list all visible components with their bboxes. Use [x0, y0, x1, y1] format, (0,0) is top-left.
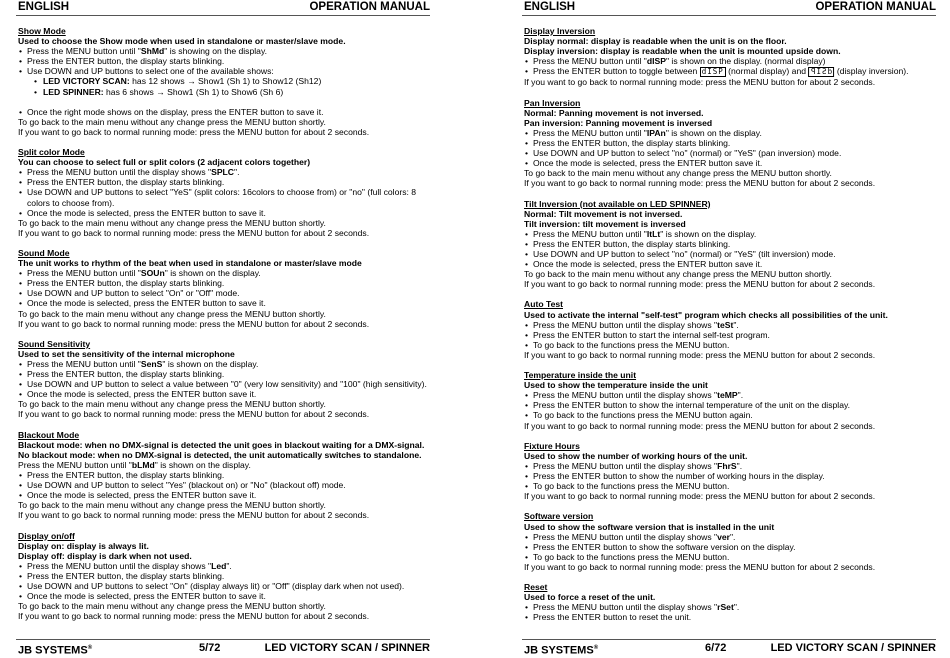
section-lead: Normal: Tilt movement is not inversed.	[524, 208, 683, 219]
section-lead: No blackout mode: when no DMX-signal is detected, the unit automatically switches to standalone.	[18, 449, 422, 460]
footer-product: LED VICTORY SCAN / SPINNER	[264, 642, 430, 654]
section-lead: Display inversion: display is readable when the unit is mounted upside down.	[524, 46, 841, 57]
paragraph: If you want to go back to normal running mode: press the MENU button for about 2 seconds.	[524, 491, 876, 502]
list-item: • Press the ENTER button to show the internal temperature of the unit on the display.	[524, 400, 936, 410]
paragraph: If you want to go back to normal running mode: press the MENU button for about 2 seconds.	[18, 409, 370, 420]
list-item: • Press the MENU button until "IPAn" is shown on the display.	[524, 128, 936, 138]
paragraph: If you want to go back to normal running mode: press the MENU button for about 2 seconds.	[18, 611, 370, 622]
page-number: 5/72	[199, 642, 221, 654]
instruction-list	[524, 532, 936, 562]
list-item: • Press the ENTER button, the display starts blinking.	[18, 571, 430, 581]
list-item: • To go back to the functions press the MENU button.	[524, 552, 936, 562]
list-item: • Once the mode is selected, press the ENTER button save it.	[524, 259, 936, 269]
section-blackout-mode	[18, 430, 430, 521]
list-item: • Press the MENU button until the display shows "ver".	[524, 532, 936, 542]
page-footer	[16, 639, 430, 655]
instruction-list	[18, 561, 430, 601]
paragraph: If you want to go back to normal running mode: press the MENU button for about 2 seconds.	[18, 227, 370, 238]
lcd-inverted-icon: dSIP	[810, 67, 833, 77]
list-item: • Press the ENTER button, the display starts blinking.	[524, 138, 936, 148]
section-lead: Used to show the temperature inside the unit	[524, 380, 708, 391]
sub-list-item: • LED VICTORY SCAN: has 12 shows → Show1 (Sh 1) to Show12 (Sh12)	[18, 76, 430, 86]
paragraph: If you want to go back to normal running mode: press the MENU button for about 2 seconds.	[18, 126, 370, 137]
list-item: • Use DOWN and UP button to select "On" or "Off" mode.	[18, 288, 430, 298]
section-title: Tilt Inversion (not available on LED SPINNER)	[524, 198, 711, 209]
list-item: • Press the MENU button until "ShMd" is showing on the display.	[18, 46, 430, 56]
list-item: • Use DOWN and UP button to select a value between "0" (very low sensitivity) and "100" (high sensitivity).	[18, 379, 430, 389]
instruction-list	[18, 167, 430, 217]
list-item: • Press the ENTER button, the display starts blinking.	[18, 56, 430, 66]
section-pan-inversion	[524, 98, 936, 189]
paragraph: Press the MENU button until "bLMd" is shown on the display.	[18, 459, 251, 470]
page-left	[16, 0, 430, 657]
paragraph: To go back to the main menu without any change press the MENU button shortly.	[18, 399, 326, 410]
list-item: • Press the ENTER button to reset the unit.	[524, 612, 936, 622]
list-item: • Press the MENU button until the display shows "teSt".	[524, 320, 936, 330]
list-item: • Press the ENTER button, the display starts blinking.	[18, 177, 430, 187]
section-lead: Normal: Panning movement is not inversed.	[524, 107, 704, 118]
section-software-version	[524, 511, 936, 572]
footer-brand: JB SYSTEMS®	[18, 644, 93, 657]
list-item: • Use DOWN and UP button to select "Yes" (blackout on) or "No" (blackout off) mode.	[18, 480, 430, 490]
paragraph: To go back to the main menu without any change press the MENU button shortly.	[18, 601, 326, 612]
section-reset	[524, 582, 936, 622]
section-lead: Display normal: display is readable when the unit is on the floor.	[524, 36, 787, 47]
header-language: ENGLISH	[524, 1, 576, 13]
header-title: OPERATION MANUAL	[815, 1, 936, 13]
header-language: ENGLISH	[18, 1, 70, 13]
instruction-list	[18, 46, 430, 117]
list-item: • Once the mode is selected, press the ENTER button save it.	[18, 490, 430, 500]
instruction-list	[18, 470, 430, 500]
page-body	[18, 26, 430, 632]
section-title: Display on/off	[18, 530, 75, 541]
list-item: • To go back to the functions press the MENU button.	[524, 481, 936, 491]
section-lead: Used to set the sensitivity of the internal microphone	[18, 348, 235, 359]
section-lead: Display off: display is dark when not used.	[18, 550, 192, 561]
paragraph: To go back to the main menu without any change press the MENU button shortly.	[524, 168, 832, 179]
list-item: • Press the ENTER button to start the internal self-test program.	[524, 330, 936, 340]
section-lead: Used to show the number of working hours of the unit.	[524, 450, 748, 461]
instruction-list	[18, 359, 430, 399]
lcd-normal-icon: dISP	[701, 67, 724, 77]
section-split-color	[18, 147, 430, 238]
list-item: • Press the ENTER button to show the number of working hours in the display.	[524, 471, 936, 481]
section-title: Temperature inside the unit	[524, 370, 637, 381]
instruction-list	[18, 268, 430, 308]
list-item: • Once the right mode shows on the display, press the ENTER button to save it.	[18, 107, 430, 117]
section-title: Show Mode	[18, 26, 66, 36]
section-lead: Used to force a reset of the unit.	[524, 592, 656, 603]
footer-brand: JB SYSTEMS®	[524, 644, 599, 657]
paragraph: To go back to the main menu without any change press the MENU button shortly.	[18, 308, 326, 319]
section-lead: You can choose to select full or split colors (2 adjacent colors together)	[18, 157, 311, 168]
section-sound-mode	[18, 248, 430, 329]
paragraph: If you want to go back to normal running mode: press the MENU button for about 2 seconds.	[524, 561, 876, 572]
list-item: • To go back to the functions press the MENU button again.	[524, 410, 936, 420]
page-header	[522, 0, 936, 16]
section-lead: Used to activate the internal "self-test" program which checks all possibilities of the unit.	[524, 309, 888, 320]
section-fixture-hours	[524, 441, 936, 502]
list-item: • Press the MENU button until the display shows "Led".	[18, 561, 430, 571]
page-number: 6/72	[705, 642, 727, 654]
list-item: • Press the MENU button until "SOUn" is shown on the display.	[18, 268, 430, 278]
section-temperature	[524, 370, 936, 431]
list-item: • Use DOWN and UP button to select "no" (normal) or "YeS" (pan inversion) mode.	[524, 148, 936, 158]
instruction-list	[524, 128, 936, 168]
list-item: • Press the ENTER button, the display starts blinking.	[18, 470, 430, 480]
section-title: Split color Mode	[18, 147, 85, 158]
instruction-list	[524, 320, 936, 350]
list-item: • Once the mode is selected, press the ENTER button save it.	[524, 158, 936, 168]
list-item: • Press the MENU button until the display shows "teMP".	[524, 390, 936, 400]
spacer	[18, 97, 430, 107]
section-title: Auto Test	[524, 299, 563, 310]
page-right	[522, 0, 936, 657]
paragraph: If you want to go back to normal running mode: press the MENU button for about 2 seconds.	[18, 510, 370, 521]
instruction-list	[524, 390, 936, 420]
list-item: • Use DOWN and UP button to select "no" (normal) or "YeS" (tilt inversion) mode.	[524, 249, 936, 259]
paragraph: If you want to go back to normal running mode: press the MENU button for about 2 seconds.	[18, 318, 370, 329]
paragraph: To go back to the main menu without any change press the MENU button shortly.	[18, 116, 326, 127]
instruction-list	[524, 602, 936, 622]
paragraph: To go back to the main menu without any change press the MENU button shortly.	[18, 217, 326, 228]
section-lead: Blackout mode: when no DMX-signal is detected the unit goes in blackout waiting for a DMX-signal.	[18, 439, 425, 450]
sub-list-item: • LED SPINNER: has 6 shows → Show1 (Sh 1) to Show6 (Sh 6)	[18, 87, 430, 97]
footer-product: LED VICTORY SCAN / SPINNER	[770, 642, 936, 654]
section-tilt-inversion	[524, 199, 936, 290]
section-title: Reset	[524, 582, 548, 593]
section-title: Sound Mode	[18, 247, 70, 258]
instruction-list	[524, 461, 936, 491]
section-title: Pan Inversion	[524, 97, 581, 108]
section-lead: Used to choose the Show mode when used in standalone or master/slave mode.	[18, 36, 346, 47]
section-show-mode	[18, 26, 430, 137]
list-item: • Press the MENU button until "ItLt" is shown on the display.	[524, 229, 936, 239]
page-footer	[522, 639, 936, 655]
list-item: • Press the MENU button until the display shows "rSet".	[524, 602, 936, 612]
list-item: • Use DOWN and UP buttons to select "On" (display always lit) or "Off" (display dark when not used).	[18, 581, 430, 591]
list-item: • Press the ENTER button to toggle between dISP (normal display) and dSIP (display inversion).	[524, 66, 936, 77]
section-lead: Pan inversion: Panning movement is inversed	[524, 117, 713, 128]
list-item: • Use DOWN and UP buttons to select "YeS" (split colors: 16colors to choose from) or "no" (full colors: 8 colors to choose from).	[18, 187, 430, 207]
list-item: • Press the MENU button until "SenS" is shown on the display.	[18, 359, 430, 369]
paragraph: To go back to the main menu without any change press the MENU button shortly.	[524, 269, 832, 280]
paragraph: If you want to go back to normal running mode: press the MENU button for about 2 seconds.	[524, 349, 876, 360]
section-lead: Used to show the software version that is installed in the unit	[524, 521, 775, 532]
list-item: • To go back to the functions press the MENU button.	[524, 340, 936, 350]
section-display-inversion	[524, 26, 936, 87]
list-item: • Once the mode is selected, press the ENTER button to save it.	[18, 298, 430, 308]
section-auto-test	[524, 299, 936, 360]
paragraph: If you want to go back to normal running mode: press the MENU button for about 2 seconds.	[524, 77, 876, 88]
list-item: • Press the ENTER button, the display starts blinking.	[18, 278, 430, 288]
section-sound-sensitivity	[18, 339, 430, 420]
section-title: Sound Sensitivity	[18, 338, 91, 349]
section-lead: The unit works to rhythm of the beat when used in standalone or master/slave mode	[18, 258, 362, 269]
section-title: Fixture Hours	[524, 440, 580, 451]
section-display-onoff	[18, 531, 430, 622]
instruction-list	[524, 56, 936, 77]
page-header	[16, 0, 430, 16]
section-lead: Display on: display is always lit.	[18, 540, 149, 551]
paragraph: If you want to go back to normal running mode: press the MENU button for about 2 seconds.	[524, 420, 876, 431]
section-title: Blackout Mode	[18, 429, 80, 440]
page-body	[524, 26, 936, 633]
list-item: • Once the mode is selected, press the ENTER button save it.	[18, 389, 430, 399]
instruction-list	[524, 229, 936, 269]
paragraph: If you want to go back to normal running mode: press the MENU button for about 2 seconds.	[524, 178, 876, 189]
list-item: • Press the ENTER button, the display starts blinking.	[524, 239, 936, 249]
paragraph: To go back to the main menu without any change press the MENU button shortly.	[18, 500, 326, 511]
list-item: • Press the MENU button until "dISP" is shown on the display. (normal display)	[524, 56, 936, 66]
paragraph: If you want to go back to normal running mode: press the MENU button for about 2 seconds.	[524, 279, 876, 290]
section-lead: Tilt inversion: tilt movement is inversed	[524, 218, 686, 229]
list-item: • Use DOWN and UP buttons to select one of the available shows:	[18, 66, 430, 76]
list-item: • Press the ENTER button to show the software version on the display.	[524, 542, 936, 552]
list-item: • Press the MENU button until the display shows "SPLC".	[18, 167, 430, 177]
list-item: • Once the mode is selected, press the ENTER button to save it.	[18, 591, 430, 601]
list-item: • Press the ENTER button, the display starts blinking.	[18, 369, 430, 379]
section-title: Software version	[524, 511, 594, 522]
list-item: • Once the mode is selected, press the ENTER button to save it.	[18, 208, 430, 218]
section-title: Display Inversion	[524, 26, 596, 36]
header-title: OPERATION MANUAL	[309, 1, 430, 13]
list-item: • Press the MENU button until the display shows "FhrS".	[524, 461, 936, 471]
